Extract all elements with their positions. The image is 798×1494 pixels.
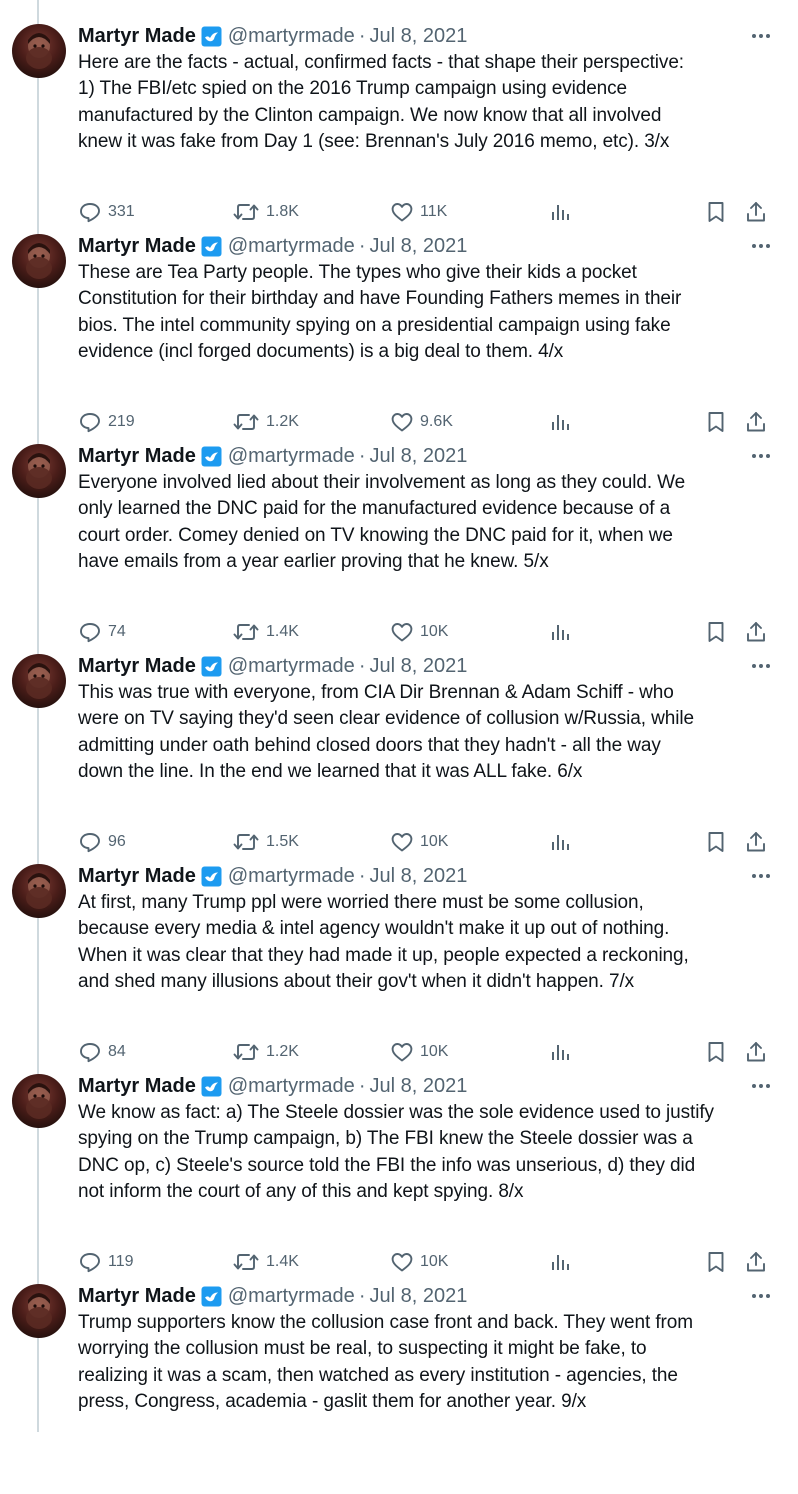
verified-badge-icon — [201, 236, 222, 257]
heart-icon — [390, 620, 414, 644]
author-name[interactable]: Martyr Made — [78, 1075, 196, 1097]
retweet-icon — [232, 200, 260, 224]
tweet-text-line: When it was clear that they had made it up, people expected a reckoning, — [78, 944, 689, 966]
author-handle[interactable]: @martyrmade — [227, 1285, 355, 1307]
author-name[interactable]: Martyr Made — [78, 1285, 196, 1307]
share-button[interactable] — [744, 1249, 768, 1275]
reply-bubble-icon — [78, 1040, 102, 1064]
tweet-text-line: and shed many illusions about their gov't when it didn't happen. 7/x — [78, 971, 635, 993]
retweet-icon — [232, 410, 260, 434]
views-button[interactable] — [548, 829, 572, 855]
bookmark-button[interactable] — [704, 619, 728, 645]
retweet-count: 1.4K — [266, 1253, 299, 1270]
separator-dot: · — [358, 1285, 366, 1307]
retweet-icon — [232, 620, 260, 644]
avatar-portrait-icon — [12, 234, 66, 288]
reply-bubble-icon — [78, 620, 102, 644]
share-upload-icon — [744, 1250, 768, 1274]
retweet-button[interactable] — [232, 829, 299, 855]
retweet-count: 1.8K — [266, 203, 299, 220]
bookmark-icon — [704, 1250, 728, 1274]
retweet-button[interactable] — [232, 619, 299, 645]
avatar-portrait-icon — [12, 864, 66, 918]
retweet-button[interactable] — [232, 1249, 299, 1275]
avatar-portrait-icon — [12, 1074, 66, 1128]
author-name[interactable]: Martyr Made — [78, 655, 196, 677]
verified-badge-icon — [201, 26, 222, 47]
tweet-actions — [0, 1249, 798, 1275]
author-name[interactable]: Martyr Made — [78, 235, 196, 257]
share-button[interactable] — [744, 829, 768, 855]
like-count: 9.6K — [420, 413, 453, 430]
avatar-portrait-icon — [12, 654, 66, 708]
tweet-actions — [0, 829, 798, 855]
tweet-text-line: realizing it was a scam, then watched as every institution - agencies, the — [78, 1364, 678, 1386]
author-name[interactable]: Martyr Made — [78, 865, 196, 887]
tweet[interactable] — [0, 654, 798, 864]
bookmark-button[interactable] — [704, 829, 728, 855]
like-button[interactable] — [390, 1039, 448, 1065]
tweet-text — [78, 680, 778, 786]
reply-count: 84 — [108, 1043, 126, 1060]
more-dots-icon[interactable] — [748, 1284, 774, 1308]
tweet-text-line: because every media & intel agency wouldn't make it up out of nothing. — [78, 918, 670, 940]
more-dots-icon[interactable] — [748, 654, 774, 678]
tweet-text-line: admitting under oath behind closed doors that they hadn't - all the way — [78, 734, 661, 756]
avatar-portrait-icon — [12, 444, 66, 498]
tweet-text-line: At first, many Trump ppl were worried there must be some collusion, — [78, 892, 644, 913]
reply-bubble-icon — [78, 1250, 102, 1274]
verified-badge-icon — [201, 656, 222, 677]
reply-bubble-icon — [78, 410, 102, 434]
tweet-text-line: Everyone involved lied about their involvement as long as they could. We — [78, 472, 686, 493]
like-count: 11K — [420, 203, 448, 220]
tweet-text-line: 1) The FBI/etc spied on the 2016 Trump campaign using evidence — [78, 78, 628, 100]
tweet[interactable] — [0, 1284, 798, 1494]
author-handle[interactable]: @martyrmade — [227, 445, 355, 467]
retweet-icon — [232, 830, 260, 854]
bookmark-icon — [704, 1040, 728, 1064]
avatar[interactable] — [12, 234, 66, 288]
like-button[interactable] — [390, 199, 447, 225]
bookmark-icon — [704, 200, 728, 224]
bookmark-button[interactable] — [704, 1249, 728, 1275]
tweet[interactable] — [0, 24, 798, 234]
tweet-header — [78, 234, 774, 258]
tweet-date[interactable]: Jul 8, 2021 — [369, 1075, 468, 1097]
share-button[interactable] — [744, 1039, 768, 1065]
like-count: 10K — [420, 1253, 449, 1270]
verified-badge-icon — [201, 1286, 222, 1307]
views-button[interactable] — [548, 1249, 572, 1275]
tweet-text-line: were on TV saying they'd seen clear evidence of collusion w/Russia, while — [78, 708, 694, 730]
retweet-count: 1.5K — [266, 833, 299, 850]
verified-badge-icon — [201, 1076, 222, 1097]
more-dots-icon[interactable] — [748, 1074, 774, 1098]
tweet-text-line: Here are the facts - actual, confirmed facts - that shape their perspective: — [78, 52, 684, 73]
tweet-text-line: knew it was fake from Day 1 (see: Brennan's July 2016 memo, etc). 3/x — [78, 131, 670, 153]
separator-dot: · — [358, 655, 366, 677]
like-count: 10K — [420, 1043, 449, 1060]
tweet-date[interactable]: Jul 8, 2021 — [369, 655, 468, 677]
like-count: 10K — [420, 623, 449, 640]
author-handle[interactable]: @martyrmade — [227, 25, 355, 47]
views-button[interactable] — [548, 1039, 572, 1065]
bookmark-icon — [704, 830, 728, 854]
like-count: 10K — [420, 833, 449, 850]
views-bar-chart-icon — [548, 200, 572, 224]
reply-count: 119 — [108, 1253, 134, 1270]
tweet-header — [78, 444, 774, 468]
views-bar-chart-icon — [548, 830, 572, 854]
reply-button[interactable] — [78, 1039, 126, 1065]
reply-button[interactable] — [78, 199, 135, 225]
tweet-text — [78, 1310, 778, 1416]
tweet-actions — [0, 199, 798, 225]
share-upload-icon — [744, 830, 768, 854]
views-bar-chart-icon — [548, 620, 572, 644]
avatar-portrait-icon — [12, 1284, 66, 1338]
tweet-header — [78, 1074, 774, 1098]
tweet-text — [78, 50, 778, 156]
retweet-count: 1.2K — [266, 1043, 299, 1060]
tweet-date[interactable]: Jul 8, 2021 — [369, 235, 468, 257]
more-dots-icon[interactable] — [748, 24, 774, 48]
views-bar-chart-icon — [548, 1040, 572, 1064]
separator-dot: · — [358, 865, 366, 887]
bookmark-button[interactable] — [704, 199, 728, 225]
author-handle[interactable]: @martyrmade — [227, 235, 355, 257]
tweet-text-line: press, Congress, academia - gaslit them for another year. 9/x — [78, 1391, 587, 1413]
tweet-text-line: This was true with everyone, from CIA Dir Brennan & Adam Schiff - who — [78, 682, 674, 703]
tweet-text — [78, 260, 778, 366]
reply-button[interactable] — [78, 829, 126, 855]
tweet-date[interactable]: Jul 8, 2021 — [369, 445, 468, 467]
reply-bubble-icon — [78, 200, 102, 224]
avatar[interactable] — [12, 444, 66, 498]
retweet-count: 1.2K — [266, 413, 299, 430]
tweet-text — [78, 890, 778, 996]
tweet[interactable] — [0, 234, 798, 444]
tweet-text — [78, 470, 778, 576]
views-bar-chart-icon — [548, 1250, 572, 1274]
separator-dot: · — [358, 445, 366, 467]
heart-icon — [390, 410, 414, 434]
tweet[interactable] — [0, 444, 798, 654]
bookmark-button[interactable] — [704, 409, 728, 435]
share-button[interactable] — [744, 409, 768, 435]
heart-icon — [390, 1040, 414, 1064]
tweet-header — [78, 1284, 774, 1308]
avatar[interactable] — [12, 1074, 66, 1128]
reply-count: 331 — [108, 203, 135, 220]
heart-icon — [390, 830, 414, 854]
views-bar-chart-icon — [548, 410, 572, 434]
tweet-text-line: DNC op, c) Steele's source told the FBI the info was unserious, d) they did — [78, 1154, 696, 1176]
retweet-button[interactable] — [232, 409, 299, 435]
separator-dot: · — [358, 235, 366, 257]
share-button[interactable] — [744, 199, 768, 225]
author-name[interactable]: Martyr Made — [78, 445, 196, 467]
tweet-actions — [0, 619, 798, 645]
tweet-text-line: down the line. In the end we learned that it was ALL fake. 6/x — [78, 761, 583, 783]
tweet-text-line: not inform the court of any of this and kept spying. 8/x — [78, 1181, 524, 1203]
tweet-text — [78, 1100, 778, 1206]
tweet-text-line: have emails from a year earlier proving that he knew. 5/x — [78, 551, 549, 573]
tweet-date[interactable]: Jul 8, 2021 — [369, 25, 468, 47]
verified-badge-icon — [201, 866, 222, 887]
author-handle[interactable]: @martyrmade — [227, 655, 355, 677]
views-button[interactable] — [548, 199, 572, 225]
tweet-date[interactable]: Jul 8, 2021 — [369, 865, 468, 887]
reply-button[interactable] — [78, 409, 135, 435]
author-name[interactable]: Martyr Made — [78, 25, 196, 47]
more-dots-icon[interactable] — [748, 234, 774, 258]
avatar[interactable] — [12, 1284, 66, 1338]
reply-bubble-icon — [78, 830, 102, 854]
share-upload-icon — [744, 200, 768, 224]
tweet-text-line: court order. Comey denied on TV knowing the DNC paid for it, when we — [78, 524, 673, 546]
tweet-actions — [0, 1039, 798, 1065]
more-dots-icon[interactable] — [748, 864, 774, 888]
share-upload-icon — [744, 1040, 768, 1064]
separator-dot: · — [358, 1075, 366, 1097]
retweet-button[interactable] — [232, 1039, 299, 1065]
tweet-header — [78, 24, 774, 48]
reply-button[interactable] — [78, 619, 126, 645]
tweet-text-line: worrying the collusion must be real, to suspecting it might be fake, to — [78, 1338, 647, 1360]
tweet-text-line: evidence (incl forged documents) is a big deal to them. 4/x — [78, 341, 564, 363]
retweet-icon — [232, 1040, 260, 1064]
avatar[interactable] — [12, 864, 66, 918]
views-button[interactable] — [548, 619, 572, 645]
verified-badge-icon — [201, 446, 222, 467]
share-upload-icon — [744, 410, 768, 434]
bookmark-icon — [704, 410, 728, 434]
retweet-button[interactable] — [232, 199, 299, 225]
tweet-text-line: manufactured by the Clinton campaign. We now know that all involved — [78, 104, 662, 126]
reply-count: 219 — [108, 413, 135, 430]
tweet[interactable] — [0, 864, 798, 1074]
tweet-text-line: bios. The intel community spying on a presidential campaign using fake — [78, 314, 671, 336]
tweet-text-line: These are Tea Party people. The types who give their kids a pocket — [78, 262, 637, 283]
tweet-header — [78, 864, 774, 888]
like-button[interactable] — [390, 409, 453, 435]
bookmark-icon — [704, 620, 728, 644]
tweet-header — [78, 654, 774, 678]
author-handle[interactable]: @martyrmade — [227, 865, 355, 887]
tweet-text-line: We know as fact: a) The Steele dossier was the sole evidence used to justify — [78, 1102, 714, 1123]
share-button[interactable] — [744, 619, 768, 645]
share-upload-icon — [744, 620, 768, 644]
separator-dot: · — [358, 25, 366, 47]
views-button[interactable] — [548, 409, 572, 435]
heart-icon — [390, 1250, 414, 1274]
like-button[interactable] — [390, 619, 448, 645]
tweet-text-line: Trump supporters know the collusion case front and back. They went from — [78, 1312, 693, 1333]
author-handle[interactable]: @martyrmade — [227, 1075, 355, 1097]
retweet-count: 1.4K — [266, 623, 299, 640]
reply-count: 74 — [108, 623, 126, 640]
like-button[interactable] — [390, 829, 448, 855]
reply-button[interactable] — [78, 1249, 134, 1275]
bookmark-button[interactable] — [704, 1039, 728, 1065]
heart-icon — [390, 200, 414, 224]
tweet-text-line: only learned the DNC paid for the manufactured evidence because of a — [78, 498, 671, 520]
reply-count: 96 — [108, 833, 126, 850]
avatar-portrait-icon — [12, 24, 66, 78]
tweet-text-line: spying on the Trump campaign, b) The FBI knew the Steele dossier was a — [78, 1128, 693, 1150]
tweet-actions — [0, 409, 798, 435]
tweet[interactable] — [0, 1074, 798, 1284]
avatar[interactable] — [12, 24, 66, 78]
more-dots-icon[interactable] — [748, 444, 774, 468]
tweet-date[interactable]: Jul 8, 2021 — [369, 1285, 468, 1307]
avatar[interactable] — [12, 654, 66, 708]
tweet-text-line: Constitution for their birthday and have Founding Fathers memes in their — [78, 288, 682, 310]
retweet-icon — [232, 1250, 260, 1274]
like-button[interactable] — [390, 1249, 448, 1275]
